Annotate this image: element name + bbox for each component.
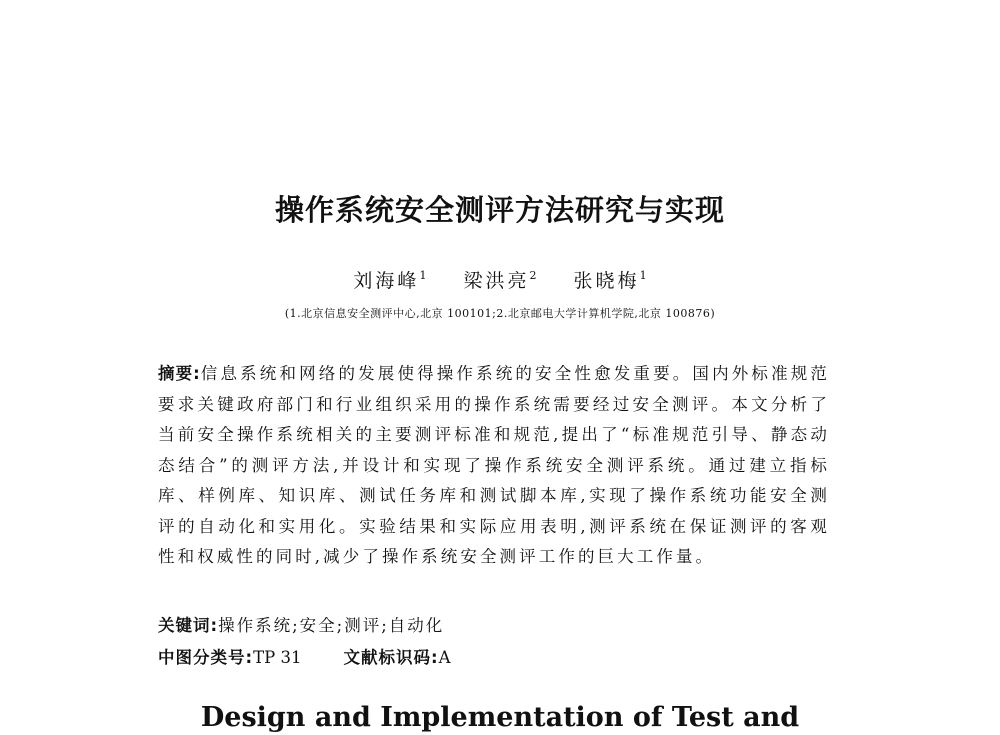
author-2	[463, 266, 536, 293]
author-3	[574, 266, 647, 293]
abstract-label: 摘要:	[158, 364, 201, 383]
keywords	[158, 612, 444, 636]
doc-code-value: A	[438, 648, 451, 667]
author-name: 张晓梅	[573, 270, 640, 292]
author-1	[353, 266, 426, 293]
paper-title-en: Design and Implementation of Test and	[200, 702, 800, 733]
abstract-text: 信息系统和网络的发展使得操作系统的安全性愈发重要。国内外标准规范要求关键政府部门和行业组织采用的操作系统需要经过安全测评。本文分析了当前安全操作系统相关的主要测评标准和规范,提出了“标准规范引导、静态动态结合”的测评方法,并设计和实现了操作系统安全测评系统。通过建立指标库、样例库、知识库、测试任务库和测试脚本库,实现了操作系统功能安全测评的自动化和实用化。实验结果和实际应用表明,测评系统在保证测评的客观性和权威性的同时,减少了操作系统安全测评工作的巨大工作量。	[158, 364, 830, 566]
author-affil-mark: 1	[639, 269, 647, 282]
classification-line	[158, 644, 451, 668]
author-name: 梁洪亮	[463, 270, 530, 292]
clc-label: 中图分类号:	[158, 648, 254, 667]
author-name: 刘海峰	[353, 270, 420, 292]
clc-value: TP 31	[253, 648, 302, 667]
affiliations: (1.北京信息安全测评中心,北京 100101;2.北京邮电大学计算机学院,北京 100876)	[284, 307, 716, 320]
author-affil-mark: 2	[529, 269, 537, 282]
keywords-label: 关键词:	[158, 616, 219, 635]
keywords-text: 操作系统;安全;测评;自动化	[218, 616, 445, 635]
paper-title-cn: 操作系统安全测评方法研究与实现	[274, 193, 725, 227]
author-affil-mark: 1	[419, 269, 427, 282]
author-list	[0, 266, 1000, 293]
abstract	[158, 359, 830, 573]
doc-code-label: 文献标识码:	[343, 648, 439, 667]
